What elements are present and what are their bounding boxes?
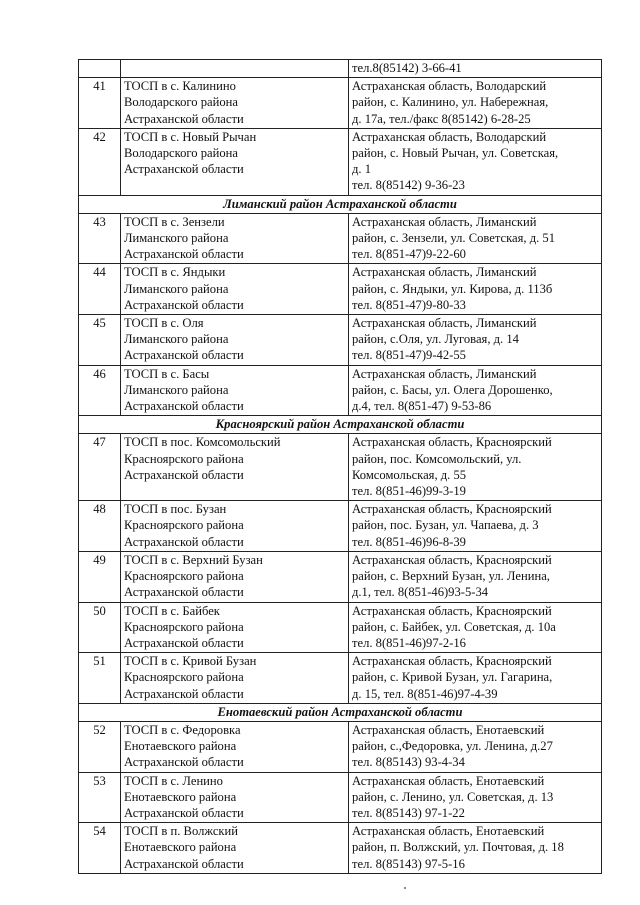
office-name: ТОСП в с. Калинино Володарского района Астраханской области — [121, 78, 349, 129]
row-number: 49 — [79, 551, 121, 602]
office-name: ТОСП в п. Волжский Енотаевского района Астраханской области — [121, 823, 349, 874]
row-number: 54 — [79, 823, 121, 874]
district-section-row — [79, 703, 602, 721]
registry-body — [79, 60, 602, 874]
office-name: ТОСП в с. Верхний Бузан Красноярского района Астраханской области — [121, 551, 349, 602]
office-name: ТОСП в с. Байбек Красноярского района Астраханской области — [121, 602, 349, 653]
row-number: 43 — [79, 213, 121, 264]
office-row — [79, 434, 602, 501]
office-row — [79, 60, 602, 78]
office-address: Астраханская область, Енотаевский район, с. Ленино, ул. Советская, д. 13 тел. 8(85143) 97-1-22 — [349, 772, 602, 823]
office-address: Астраханская область, Енотаевский район, с.,Федоровка, ул. Ленина, д.27 тел. 8(85143) 93-4-34 — [349, 721, 602, 772]
office-row — [79, 78, 602, 129]
office-row — [79, 315, 602, 366]
office-address: Астраханская область, Лиманский район, с. Яндыки, ул. Кирова, д. 113б тел. 8(851-47)9-80-33 — [349, 264, 602, 315]
office-address: Астраханская область, Лиманский район, с. Зензели, ул. Советская, д. 51 тел. 8(851-47)9-22-60 — [349, 213, 602, 264]
district-heading: Красноярский район Астраханской области — [79, 416, 602, 434]
office-name: ТОСП в с. Федоровка Енотаевского района Астраханской области — [121, 721, 349, 772]
office-row — [79, 823, 602, 874]
office-row — [79, 365, 602, 416]
row-number: 46 — [79, 365, 121, 416]
district-section-row — [79, 195, 602, 213]
office-row — [79, 128, 602, 195]
office-row — [79, 551, 602, 602]
office-name: ТОСП в пос. Комсомольский Красноярского района Астраханской области — [121, 434, 349, 501]
row-number: 53 — [79, 772, 121, 823]
office-address: Астраханская область, Володарский район, с. Калинино, ул. Набережная, д. 17а, тел./факс 8(85142) 6-28-25 — [349, 78, 602, 129]
row-number: 51 — [79, 653, 121, 704]
office-row — [79, 653, 602, 704]
office-row — [79, 501, 602, 552]
office-address: Астраханская область, Володарский район, с. Новый Рычан, ул. Советская, д. 1 тел. 8(85142) 9-36-23 — [349, 128, 602, 195]
office-row — [79, 264, 602, 315]
row-number: 48 — [79, 501, 121, 552]
office-name — [121, 60, 349, 78]
office-address: Астраханская область, Енотаевский район, п. Волжский, ул. Почтовая, д. 18 тел. 8(85143) 97-5-16 — [349, 823, 602, 874]
office-name: ТОСП в с. Басы Лиманского района Астраханской области — [121, 365, 349, 416]
row-number: 44 — [79, 264, 121, 315]
row-number: 52 — [79, 721, 121, 772]
district-heading: Лиманский район Астраханской области — [79, 195, 602, 213]
row-number: 47 — [79, 434, 121, 501]
office-address: тел.8(85142) 3-66-41 — [349, 60, 602, 78]
office-name: ТОСП в с. Ленино Енотаевского района Астраханской области — [121, 772, 349, 823]
office-address: Астраханская область, Лиманский район, с.Оля, ул. Луговая, д. 14 тел. 8(851-47)9-42-55 — [349, 315, 602, 366]
office-registry-table — [78, 59, 602, 874]
office-address: Астраханская область, Красноярский район, с. Верхний Бузан, ул. Ленина, д.1, тел. 8(851-46)93-5-34 — [349, 551, 602, 602]
office-name: ТОСП в с. Яндыки Лиманского района Астраханской области — [121, 264, 349, 315]
office-address: Астраханская область, Лиманский район, с. Басы, ул. Олега Дорошенко, д.4, тел. 8(851-47) 9-53-86 — [349, 365, 602, 416]
district-section-row — [79, 416, 602, 434]
office-row — [79, 721, 602, 772]
office-name: ТОСП в пос. Бузан Красноярского района Астраханской области — [121, 501, 349, 552]
row-number: 50 — [79, 602, 121, 653]
office-address: Астраханская область, Красноярский район, пос. Бузан, ул. Чапаева, д. 3 тел. 8(851-46)96-8-39 — [349, 501, 602, 552]
office-address: Астраханская область, Красноярский район, пос. Комсомольский, ул. Комсомольская, д. 55 тел. 8(851-46)99-3-19 — [349, 434, 602, 501]
district-heading: Енотаевский район Астраханской области — [79, 703, 602, 721]
row-number: 45 — [79, 315, 121, 366]
row-number: 41 — [79, 78, 121, 129]
office-address: Астраханская область, Красноярский район, с. Байбек, ул. Советская, д. 10а тел. 8(851-46)97-2-16 — [349, 602, 602, 653]
office-row — [79, 213, 602, 264]
office-row — [79, 602, 602, 653]
row-number: 42 — [79, 128, 121, 195]
scan-speck — [404, 887, 406, 889]
office-name: ТОСП в с. Оля Лиманского района Астраханской области — [121, 315, 349, 366]
row-number — [79, 60, 121, 78]
office-name: ТОСП в с. Новый Рычан Володарского района Астраханской области — [121, 128, 349, 195]
office-address: Астраханская область, Красноярский район, с. Кривой Бузан, ул. Гагарина, д. 15, тел. 8(851-46)97-4-39 — [349, 653, 602, 704]
office-name: ТОСП в с. Кривой Бузан Красноярского района Астраханской области — [121, 653, 349, 704]
office-name: ТОСП в с. Зензели Лиманского района Астраханской области — [121, 213, 349, 264]
office-row — [79, 772, 602, 823]
